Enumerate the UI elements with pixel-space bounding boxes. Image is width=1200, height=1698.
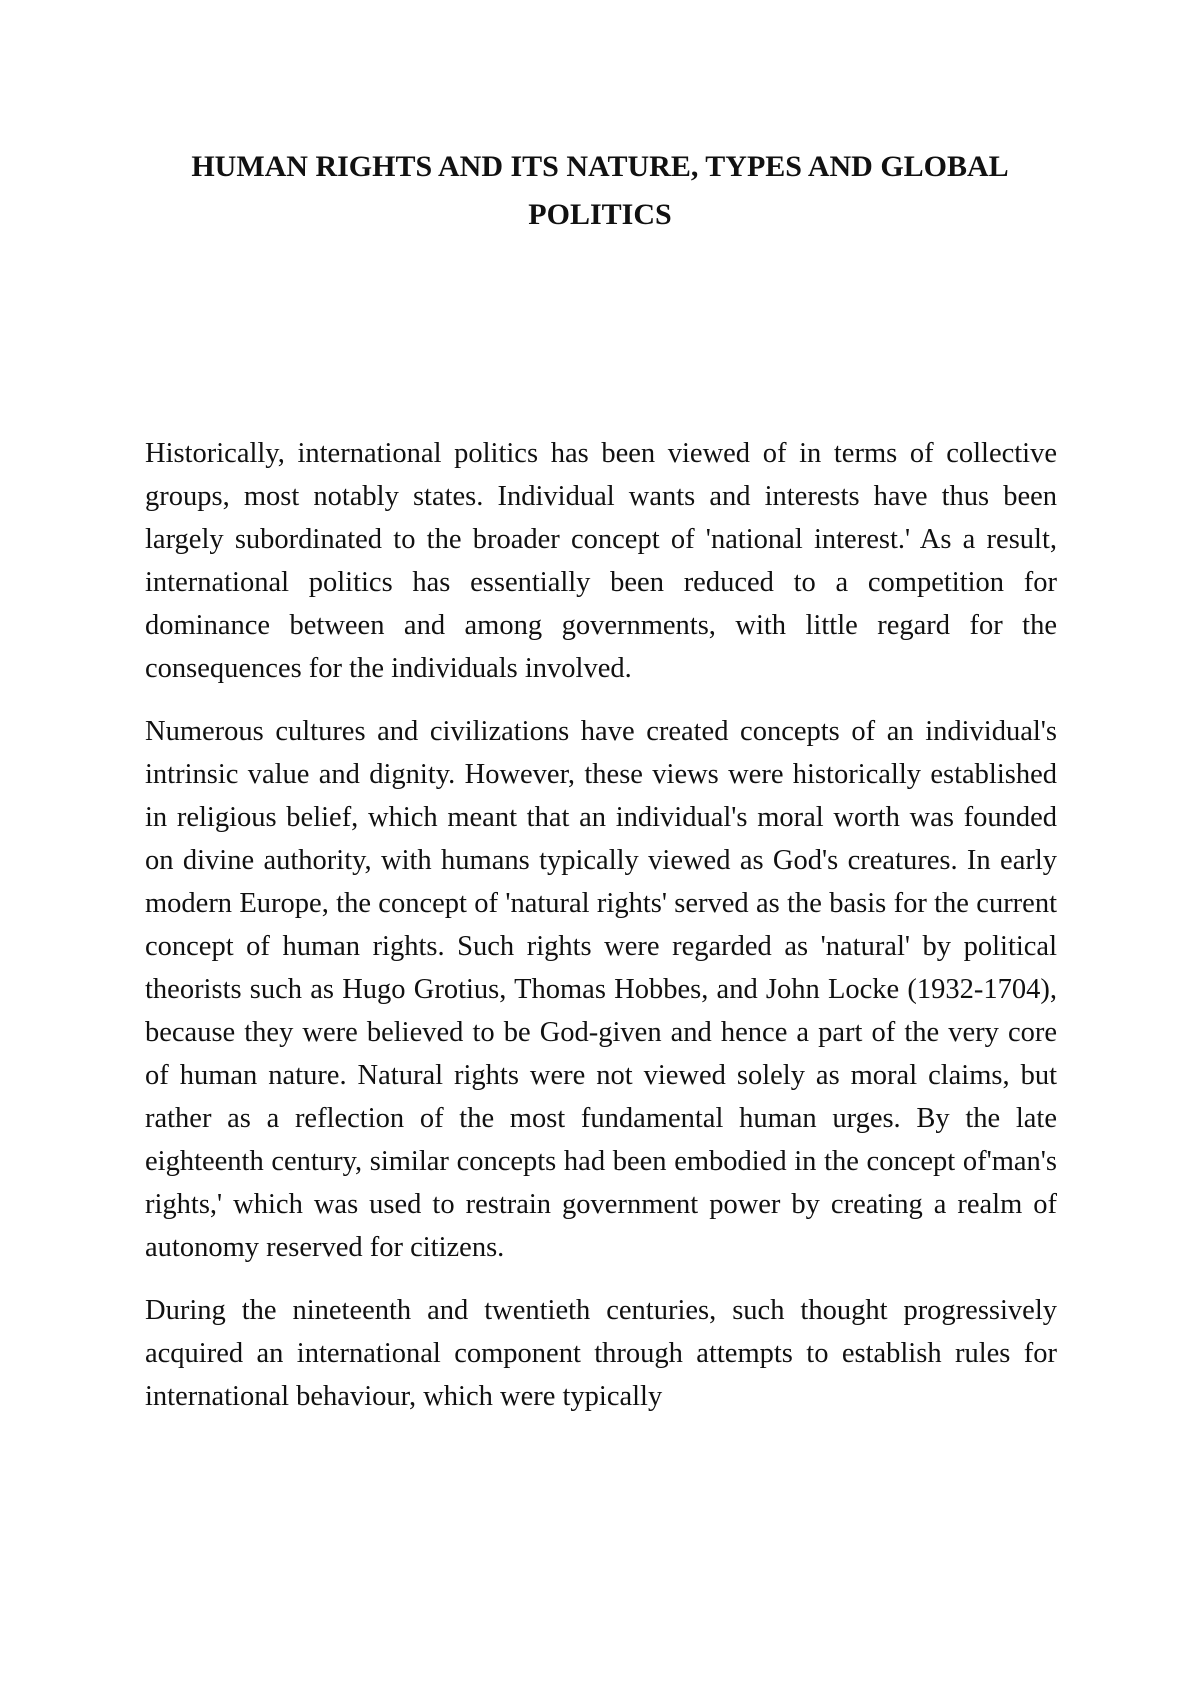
paragraph-2: Numerous cultures and civilizations have created concepts of an individual's intrinsic value and dignity. However, these views were historically established in religious belief, which meant that an individual's moral worth was founded on divine authority, with humans typically viewed as God's creatures. In early modern Europe, the concept of 'natural rights' served as the basis for the current concept of human rights. Such rights were regarded as 'natural' by political theorists such as Hugo Grotius, Thomas Hobbes, and John Locke (1932-1704), because they were believed to be God-given and hence a part of the very core of human nature. Natural rights were not viewed solely as moral claims, but rather as a reflection of the most fundamental human urges. By the late eighteenth century, similar concepts had been embodied in the concept of'man's rights,' which was used to restrain government power by creating a realm of autonomy reserved for citizens.: [145, 716, 1057, 1263]
document-title: HUMAN RIGHTS AND ITS NATURE, TYPES AND GLOBAL POLITICS: [191, 150, 1009, 231]
document-body: [145, 432, 1057, 1438]
paragraph-3: During the nineteenth and twentieth centuries, such thought progressively acquired an international component through attempts to establish rules for international behaviour, which were typically: [145, 1295, 1057, 1412]
paragraph-1: Historically, international politics has been viewed of in terms of collective groups, most notably states. Individual wants and interests have thus been largely subordinated to the broader concept of 'national interest.' As a result, international politics has essentially been reduced to a competition for dominance between and among governments, with little regard for the consequences for the individuals involved.: [145, 438, 1057, 684]
